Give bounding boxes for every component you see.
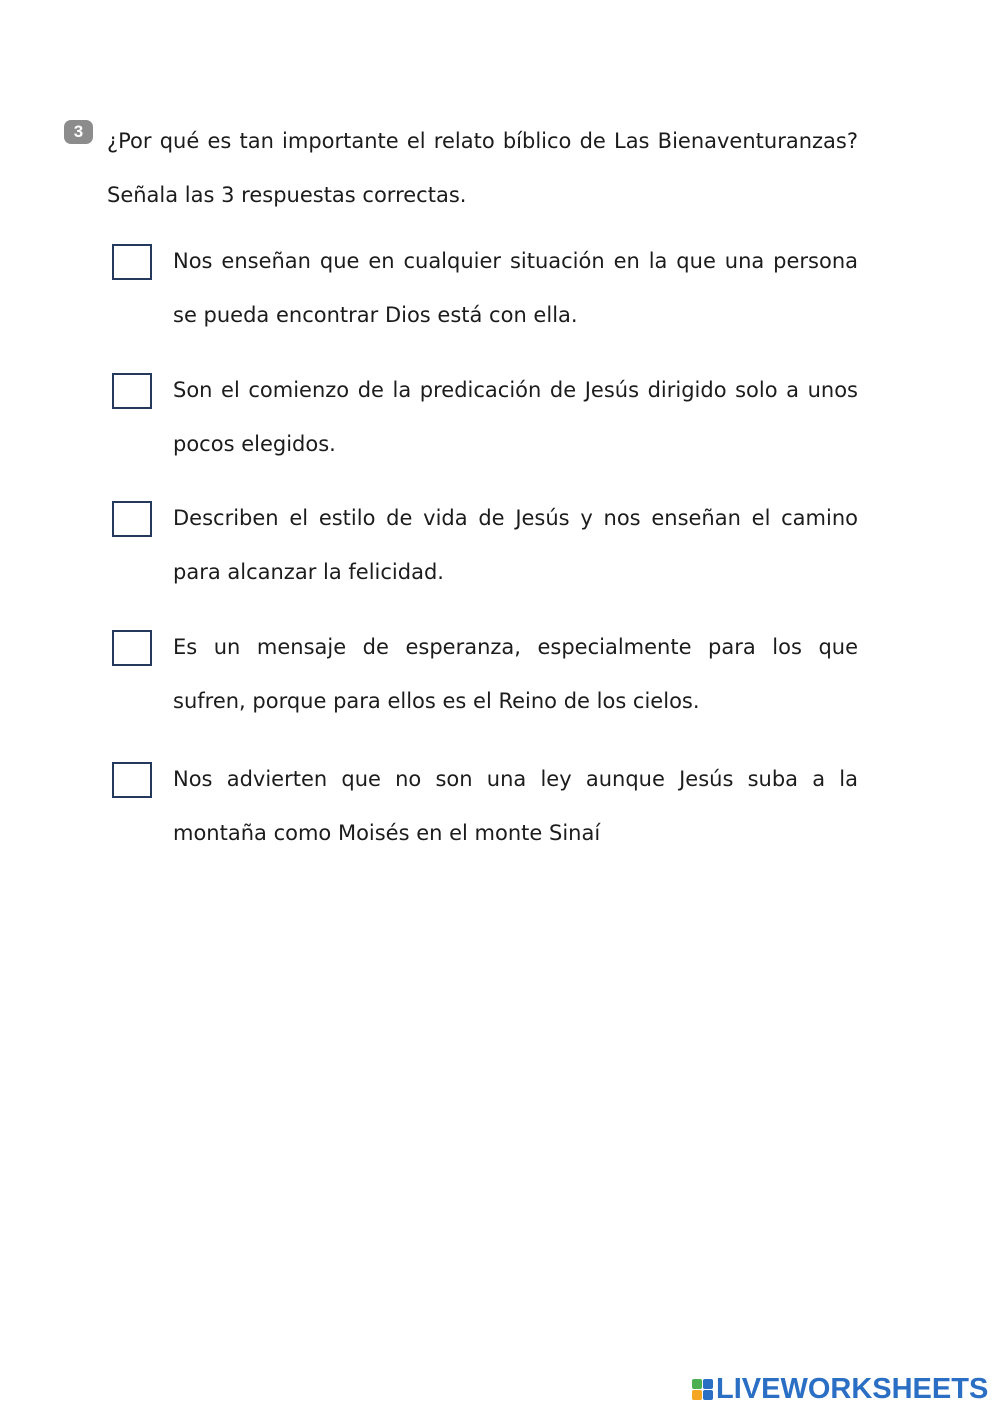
option-3-text: Describen el estilo de vida de Jesús y nos enseñan el camino para alcanzar la felicidad. xyxy=(173,506,858,584)
liveworksheets-logo-icon xyxy=(692,1379,713,1400)
option-5-text: Nos advierten que no son una ley aunque Jesús suba a la montaña como Moisés en el monte Sinaí xyxy=(173,767,858,845)
option-1-checkbox[interactable] xyxy=(112,244,152,280)
question-prompt: ¿Por qué es tan importante el relato bíblico de Las Bienaventuranzas? Señala las 3 respuestas correctas. xyxy=(107,129,858,207)
option-1-text: Nos enseñan que en cualquier situación en la que una persona se pueda encontrar Dios está con ella. xyxy=(173,249,858,327)
liveworksheets-brand xyxy=(692,1373,988,1405)
option-4-text: Es un mensaje de esperanza, especialmente para los que sufren, porque para ellos es el Reino de los cielos. xyxy=(173,635,858,713)
option-4-checkbox[interactable] xyxy=(112,630,152,666)
question-number-badge: 3 xyxy=(64,120,93,144)
brand-name: LIVEWORKSHEETS xyxy=(716,1372,989,1405)
option-5-checkbox[interactable] xyxy=(112,762,152,798)
option-3-checkbox[interactable] xyxy=(112,501,152,537)
option-2-text: Son el comienzo de la predicación de Jesús dirigido solo a unos pocos elegidos. xyxy=(173,378,858,456)
option-2-checkbox[interactable] xyxy=(112,373,152,409)
